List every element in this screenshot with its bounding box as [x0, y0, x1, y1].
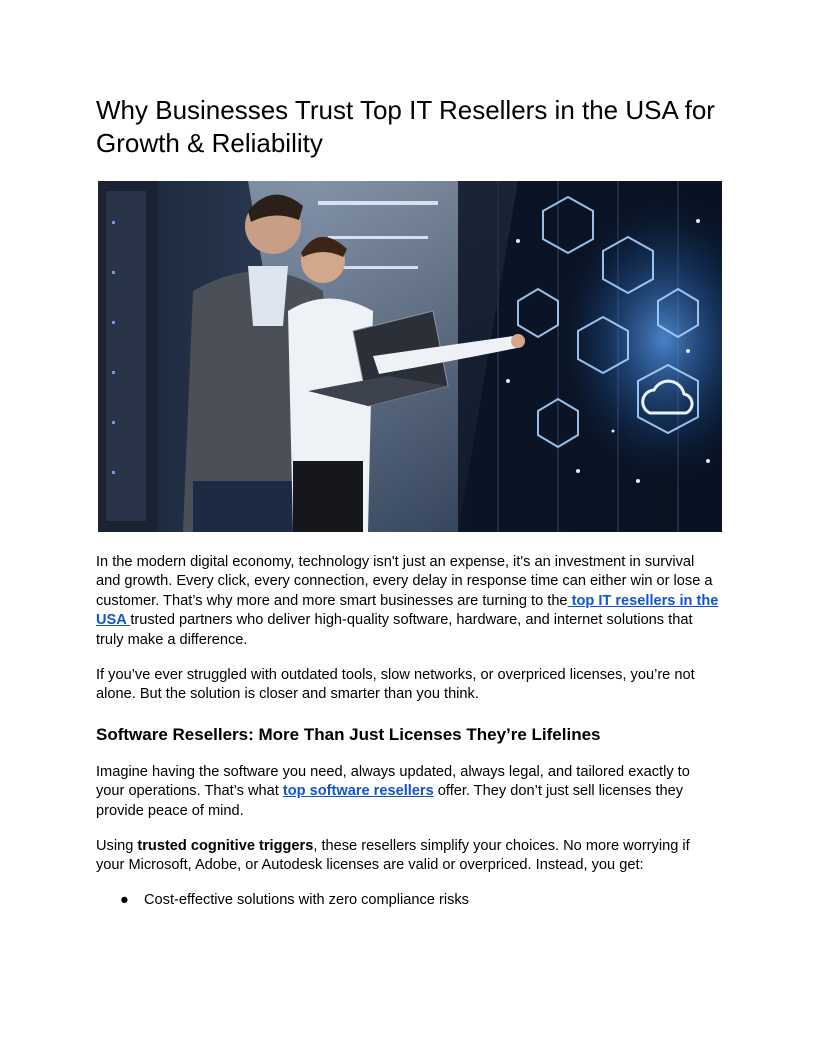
- intro-paragraph: [96, 553, 722, 650]
- triggers-text-after-bold: , these resellers simplify your choices. No more worrying if your Microsoft, Adobe, or Autodesk licenses are valid or overpriced. Instead, you get:: [96, 838, 690, 874]
- software-text-before-link: Imagine having the software you need, always updated, always legal, and tailored exactly to your operations. That’s what: [96, 764, 690, 800]
- hero-illustration: [98, 181, 722, 532]
- list-item: [96, 891, 469, 910]
- document-title: Why Businesses Trust Top IT Resellers in the USA for Growth & Reliability: [96, 95, 715, 158]
- cognitive-triggers-paragraph: [96, 837, 722, 876]
- intro-text-after-link: trusted partners who deliver high-quality software, hardware, and internet solutions that truly make a difference.: [96, 612, 693, 648]
- top-it-resellers-link[interactable]: top IT resellers in the USA: [96, 592, 719, 629]
- hero-image-data-center: [98, 181, 722, 532]
- benefits-list: [96, 891, 469, 910]
- section-heading-software-resellers: Software Resellers: More Than Just Licenses They’re Lifelines: [96, 725, 601, 744]
- bullet-icon: ●: [120, 892, 129, 908]
- triggers-text-before-bold: Using: [96, 838, 138, 854]
- second-paragraph: If you’ve ever struggled with outdated tools, slow networks, or overpriced licenses, you’re not alone. But the solution is closer and smarter than you think.: [96, 667, 695, 703]
- top-software-resellers-link[interactable]: top software resellers: [282, 783, 434, 800]
- software-text-after-link: offer. They don’t just sell licenses they provide peace of mind.: [96, 783, 684, 819]
- software-paragraph: [96, 763, 722, 821]
- intro-text-before-link: In the modern digital economy, technology isn't just an expense, it's an investment in survival and growth. Every click, every connection, every delay in response time can either win or lose a customer. That’s why more and more smart businesses are turning to the: [96, 554, 713, 609]
- list-item-text: Cost-effective solutions with zero compliance risks: [144, 892, 469, 908]
- triggers-bold-text: trusted cognitive triggers: [137, 838, 314, 854]
